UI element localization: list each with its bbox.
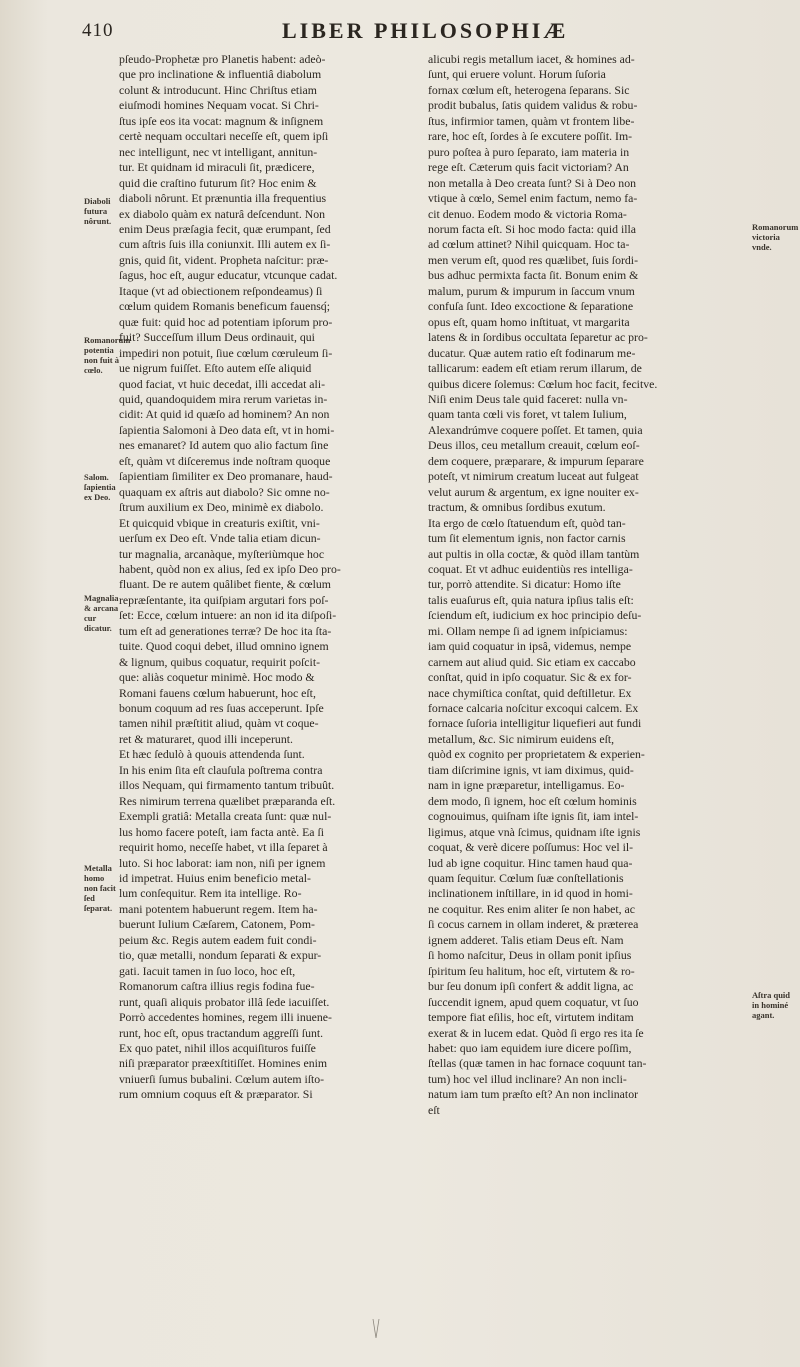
right-column-line: malum, purum & impurum in ſaccum vnum [428, 283, 635, 298]
left-column-line: ret & maturaret, quod illi inceperunt. [119, 731, 293, 746]
left-column-line: ue nigrum fuiſſet. Eſto autem eſſe aliquid [119, 361, 312, 376]
left-column-line: diaboli nôrunt. Et prænuntia illa frequentius [119, 191, 327, 206]
left-column-line: quaquam ex aſtris aut diabolo? Sic omne no- [119, 484, 330, 499]
right-column-line: fornace ſuſoria intelligitur liquefieri aut fundi [428, 716, 642, 731]
left-column-line: rum omnium coquus eſt & præparator. Si [119, 1087, 313, 1102]
left-column-line: runt, quaſi aliquis probator illâ ſede iacuiſſet. [119, 994, 330, 1009]
right-column-line: mi. Ollam nempe ſi ad ignem inſpiciamus: [428, 623, 628, 638]
left-column-line: fuit? Succeſſum illum Deus ordinauit, qui [119, 330, 315, 345]
right-column-line: ſuccendit ignem, apud quem coquatur, vt ſuo [428, 994, 639, 1009]
left-column-line: Romani fauens cœlum habuerunt, hoc eſt, [119, 685, 316, 700]
right-column-line: nam in igne præparetur, intelligamus. Eo- [428, 778, 625, 793]
left-column-line: requirit homo, neceſſe habet, vt illa ſeparet à [119, 840, 328, 855]
left-column-line: fluant. De re autem quâlibet fiente, & cœlum [119, 577, 331, 592]
right-column-line: ducatur. Quæ autem ratio eſt fodinarum me- [428, 345, 636, 360]
right-column-line: tum ſit elementum ignis, non factor carnis [428, 531, 626, 546]
right-column-line: dem modo, ſi ignem, hoc eſt cœlum hominis [428, 793, 637, 808]
left-column-line: nes emanaret? Id autem quo alio factum ſine [119, 438, 329, 453]
right-column-line: tur, porrò attendite. Si dicatur: Homo iſte [428, 577, 621, 592]
left-column-line: buerunt Iulium Cæſarem, Catonem, Pom- [119, 917, 315, 932]
left-column-line: que: aliàs coquetur minimè. Hoc modo & [119, 670, 315, 685]
left-column-line: ex diabolo quàm ex naturâ deſcendunt. Non [119, 206, 326, 221]
right-column-line: aut pultis in olla coctæ, & quòd illam tantùm [428, 546, 640, 561]
left-column-line: gnis, quid ſit, vident. Propheta naſcitur: præ- [119, 252, 329, 267]
right-column-line: ſpiritum ſeu halitum, hoc eſt, virtutem & ro- [428, 963, 635, 978]
left-column-line: & lignum, quibus coquatur, requirit poſcit- [119, 654, 321, 669]
left-column-line: ſet: Ecce, cœlum intuere: an non id ita diſpoſi- [119, 608, 337, 623]
left-column-line: eiuſmodi homines Nequam vocat. Si Chri- [119, 98, 319, 113]
pencil-mark [372, 1318, 380, 1340]
left-column-line: repræſentante, ita quiſpiam argutari fors poſ- [119, 592, 329, 607]
left-column-line: Res nimirum terrena quælibet præparanda eſt. [119, 793, 336, 808]
right-column-line: ne coquitur. Res enim aliter ſe non habet, ac [428, 901, 636, 916]
left-column-line: tum eſt ad generationes terræ? De hoc ita ſta- [119, 623, 332, 638]
right-column-line: fornax cœlum eſt, heterogena ſeparans. Sic [428, 82, 630, 97]
right-column-line: cit denuo. Eodem modo & victoria Roma- [428, 206, 627, 221]
right-column-line: confuſa ſunt. Ideo excoctione & ſeparatione [428, 299, 634, 314]
right-column-line: quam ſequitur. Cœlum ſuæ conſtellationis [428, 871, 624, 886]
right-column-line: cognouimus, quiſnam iſte ignis ſit, iam intel- [428, 809, 639, 824]
left-column-line: niſi præparator præexſtitiſſet. Homines enim [119, 1056, 328, 1071]
left-column-line: peium &c. Regis autem eadem fuit condi- [119, 932, 317, 947]
left-column-line: quod faciat, vt huic decedat, illi accedat ali- [119, 376, 326, 391]
right-column-line: ſi cocus carnem in ollam inderet, & præterea [428, 917, 639, 932]
left-text-column [119, 52, 419, 1103]
right-column-line: natum iam tum præſto eſt? An non inclinator [428, 1087, 639, 1102]
left-column-line: tur magnalia, arcanàque, myſteriùmque hoc [119, 546, 325, 561]
left-column-line: tamen nihil præſtitit aliud, quàm vt coque- [119, 716, 319, 731]
left-column-line: runt, hoc eſt, opus tractandum aggreſſi ſunt. [119, 1025, 324, 1040]
left-column-line: Et hæc ſedulò à quouis attendenda ſunt. [119, 747, 305, 762]
left-column-line: ſtus ipſe eos ita vocat: magnum & inſignem [119, 113, 324, 128]
right-column-line: coquat, & verè dicere poſſumus: Hoc vel il- [428, 840, 634, 855]
left-column-line: ſapientia Salomoni à Deo data eſt, vt in homi- [119, 422, 335, 437]
right-column-line: Deus illos, ceu metallum creauit, cœlum eoſ- [428, 438, 640, 453]
left-column-line: quid die craſtino futurum ſit? Hoc enim & [119, 175, 317, 190]
right-column-line: quibus dicere ſolemus: Cœlum hoc facit, fecitve. [428, 376, 658, 391]
right-column-line: metallum, &c. Sic nimirum euidens eſt, [428, 731, 615, 746]
left-column-line: Ex quo patet, nihil illos acquiſituros fuiſſe [119, 1041, 316, 1055]
right-column-line: ad cœlum attinet? Nihil quicquam. Hoc ta- [428, 237, 630, 252]
right-column-line: ignem adderet. Talis etiam Deus eſt. Nam [428, 932, 624, 947]
right-column-line: latens & in ſordibus occultata ſeparetur ac pro- [428, 330, 648, 345]
right-column-line: Ita ergo de cœlo ſtatuendum eſt, quòd tan- [428, 515, 626, 530]
left-column-line: Exempli gratiâ: Metalla creata ſunt: quæ nul- [119, 809, 332, 824]
left-column-line: Porrò accedentes homines, regem illi inuene- [119, 1010, 332, 1025]
right-column-line: bus adhuc permixta facta ſit. Bonum enim & [428, 268, 639, 283]
left-column-line: uerſum ex Deo eſt. Vnde talia etiam dicun- [119, 531, 321, 546]
right-column-line: Niſi enim Deus tale quid faceret: nulla vn- [428, 391, 628, 406]
right-column-line: fornace calcaria noſcitur excoqui calcem. Ex [428, 701, 639, 716]
left-column-line: vniuerſi ſumus bubalini. Cœlum autem iſto- [119, 1071, 325, 1086]
right-column-line: habet: quo iam equidem iure dicere poſſim, [428, 1041, 632, 1055]
right-column-line: tiam diſcrimine ignis, vt iam diximus, quid- [428, 762, 634, 777]
left-column-line: que pro inclinatione & influentiâ diabolum [119, 67, 322, 82]
left-column-line: gati. Iacuit tamen in ſuo loco, hoc eſt, [119, 963, 296, 978]
margin-note-romanorum: Romanorum potentia non fuit à cœlo. [84, 335, 131, 375]
right-column-line: rare, hoc eſt, ſordes à ſe excutere poſſit. Im- [428, 129, 633, 144]
left-column-line: id impetrat. Huius enim beneficio metal- [119, 871, 311, 886]
left-column-line: enim Deus præſagia fecit, quæ erumpant, ſed [119, 221, 331, 236]
right-column-line: poteſt, vt nimirum creatum luceat aut fulgeat [428, 469, 639, 484]
margin-note-victoria: Romanorum victoria vnde. [752, 222, 799, 252]
left-column-line: nec intelligunt, nec vt intelligant, annitun- [119, 144, 318, 159]
left-column-line: eſt, quàm vt diſceremus inde noſtram quoque [119, 453, 331, 468]
left-column-line: quid, quandoquidem mira rerum varietas in- [119, 391, 328, 406]
margin-note-astra: Aſtra quid in hominé agant. [752, 990, 791, 1020]
left-column-line: Romanorum caſtra illius regis fodina fue- [119, 979, 315, 994]
left-column-line: tuite. Quod coqui debet, illud omnino ignem [119, 639, 329, 654]
right-column-line: alicubi regis metallum iacet, & homines ad- [428, 52, 635, 66]
right-column-line: exerat & in lucem edat. Quòd ſi ergo res ita ſe [428, 1025, 644, 1040]
right-column-line: dem coquere, præparare, & impurum ſeparare [428, 453, 644, 468]
left-column-line: tio, quæ metalli, nondum ſeparati & expur- [119, 948, 322, 963]
right-text-column [428, 52, 744, 1118]
right-column-line: conſtat, quid in ipſo coquatur. Sic & ex for- [428, 670, 632, 685]
left-column-line: Et quicquid vbique in creaturis exiſtit, vni- [119, 515, 320, 530]
right-column-line: carnem aut aliud quid. Sic etiam ex caccabo [428, 654, 636, 669]
right-column-line: iam quid coquatur in ipsâ, videmus, nempe [428, 639, 632, 654]
left-column-line: luto. Si hoc laborat: iam non, niſi per ignem [119, 855, 326, 870]
right-column-line: inclinationem inſtillare, in id quod in homi- [428, 886, 633, 901]
left-column-line: ſapientiam ſimiliter ex Deo promanare, haud- [119, 469, 333, 484]
left-column-line: quæ fuit: quid hoc ad potentiam ipſorum pro- [119, 314, 333, 329]
right-column-line: vtique à cœlo, Semel enim factum, nemo fa- [428, 191, 638, 206]
margin-note-magnalia: Magnalia & arcana cur dicatur. [84, 593, 119, 633]
right-column-line: opus eſt, quam homo inſtituat, vt margarita [428, 314, 630, 329]
page-header [82, 18, 782, 46]
right-column-line: prodit bubalus, ſatis quidem validus & robu- [428, 98, 638, 113]
right-column-line: rege eſt. Cæterum quis facit victoriam? An [428, 160, 629, 175]
left-column-line: colunt & introducunt. Hinc Chriſtus etiam [119, 82, 317, 97]
left-column-line: bonum coquum ad res ſuas acceperunt. Ipſe [119, 701, 324, 716]
left-column-line: cidit: At quid id quæſo ad hominem? An non [119, 407, 330, 422]
right-column-line: ſunt, qui eruere volunt. Horum ſuſoria [428, 67, 606, 82]
running-head: LIBER PHILOSOPHIÆ [282, 18, 569, 43]
right-column-line: coquat. Et vt adhuc euidentiùs res intelliga- [428, 561, 633, 576]
left-column-line: impediri non potuit, ſiue cœlum cœruleum ſi- [119, 345, 333, 360]
right-column-line: norum facta eſt. Si hoc modo facta: quid illa [428, 221, 637, 236]
right-column-line: ſciendum eſt, iudicium ex hoc principio deſu- [428, 608, 642, 623]
left-column-line: cum aſtris ſuis illa coniunxit. Illi autem ex ſi- [119, 237, 331, 252]
left-column-line: cœlum quidem Romanis beneficum fauensq́; [119, 299, 330, 314]
left-column-line: ſtrum auxilium ex Deo, minimè ex diabolo. [119, 500, 324, 515]
left-column-line: certè nequam occultari neceſſe eſt, quem ipſi [119, 129, 329, 144]
page-number: 410 [82, 20, 114, 41]
margin-note-diaboli: Diaboli futura nôrunt. [84, 196, 112, 226]
right-column-line: velut aurum & argentum, ex igne nouiter ex- [428, 484, 639, 499]
margin-note-salomon: Salom. ſapientia ex Deo. [84, 472, 116, 502]
right-column-line: non metalla à Deo creata ſunt? Si à Deo non [428, 175, 637, 190]
left-column-line: Itaque (vt ad obiectionem reſpondeamus) ſi [119, 283, 323, 298]
right-column-line: tallicarum: eadem eſt etiam rerum illarum, de [428, 361, 642, 376]
right-column-line: ſi homo naſcitur, Deus in ollam ponit ipſius [428, 948, 632, 963]
right-column-line: tempore fiat eſilis, hoc eſt, virtutem inditam [428, 1010, 634, 1025]
right-column-line: lud ab igne coquitur. Hinc tamen haud qua- [428, 855, 633, 870]
right-column-line: tum) hoc vel illud inclinare? An non incli- [428, 1071, 627, 1086]
right-column-line: ſtus, infirmior tamen, quàm vt frontem libe- [428, 113, 635, 128]
right-column-line: puro poſtea à puro ſeparato, iam materia in [428, 144, 630, 159]
left-column-line: habent, quòd non ex alius, ſed ex ipſo Deo pro- [119, 561, 341, 576]
left-column-line: ſagus, hoc eſt, augur educatur, vtcunque cadat. [119, 268, 338, 283]
left-column-line: pſeudo-Prophetæ pro Planetis habent: adeò- [119, 52, 326, 66]
left-column-line: lum conſequitur. Rem ita intellige. Ro- [119, 886, 302, 901]
left-column-line: tur. Et quidnam id miraculi ſit, prædicere, [119, 160, 315, 175]
right-column-line: nace chymiſtica conſtat, quid deſtilletur. Ex [428, 685, 632, 700]
right-column-line: talis euaſurus eſt, quia natura ipſius talis eſt: [428, 592, 634, 607]
right-column-line: bur ſeu donum ipſi confert & addit ligna, ac [428, 979, 634, 994]
right-column-line: quam tanta cœli vis foret, vt talem Iulium, [428, 407, 627, 422]
left-column-line: mani potentem habuerunt regem. Item ha- [119, 901, 318, 916]
left-column-line: illos Nequam, qui firmamento tantum tribuût. [119, 778, 335, 793]
right-column-line: ſtellas (quæ tamen in hac fornace coquunt tan- [428, 1056, 647, 1071]
right-column-line: quòd ex cognito per proprietatem & experien- [428, 747, 645, 762]
left-column-line: lus homo facere poteſt, iam facta antè. Ea ſi [119, 824, 325, 839]
right-column-line: tractum, & omnibus ſordibus exutum. [428, 500, 606, 515]
left-column-line: In his enim ſita eſt clauſula poſtrema contra [119, 762, 323, 777]
margin-note-metalla: Metalla homo non facit ſed ſeparat. [84, 863, 116, 913]
right-column-line: Alexandrúmve coquere poſſet. Et tamen, quia [428, 422, 643, 437]
right-column-line: ligimus, atque vnà ſcimus, quidnam iſte ignis [428, 824, 641, 839]
right-column-line: men verum eſt, quod res quælibet, ſuis ſordi- [428, 252, 639, 267]
right-column-line: eſt [428, 1102, 440, 1117]
